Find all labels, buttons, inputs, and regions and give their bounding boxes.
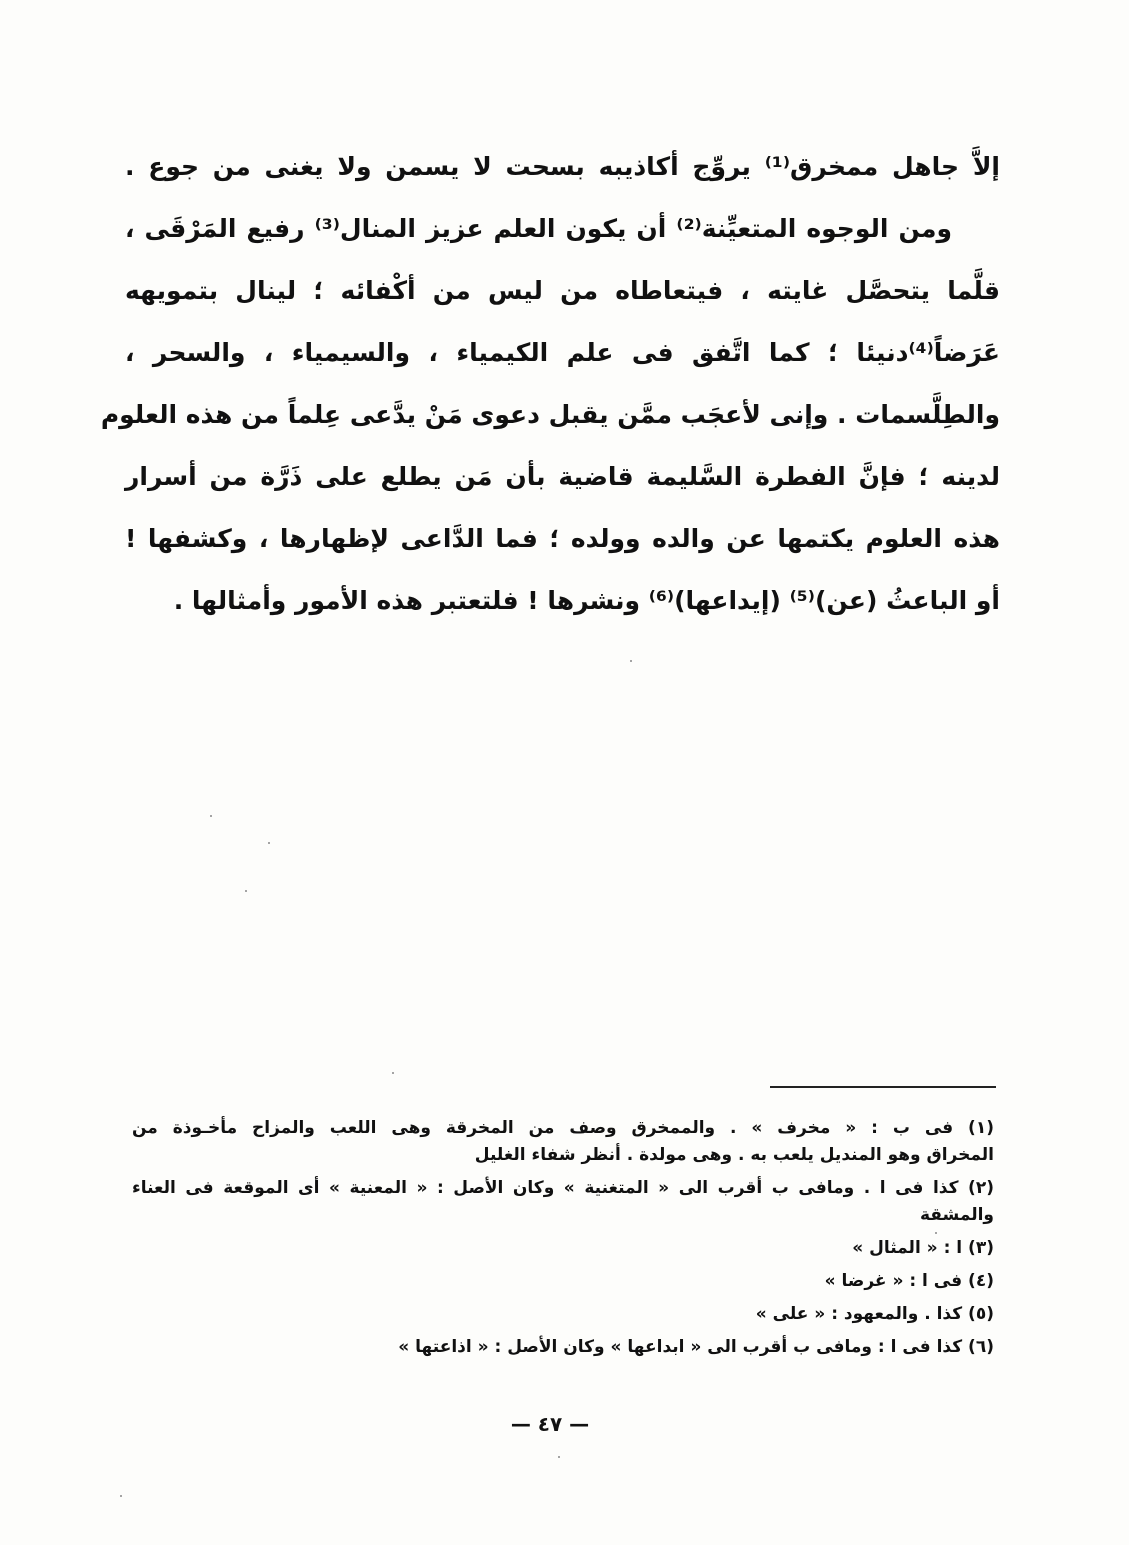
footnote-1-continuation: المخراق وهو المنديل يلعب به . وهى مولدة . أنظر شفاء الغليل (474, 1145, 994, 1165)
footnote-2: (٢) كذا فى ا . ومافى ب أقرب الى « المتغنية » وكان الأصل : « المعنية » أى الموقعة فى العناء (132, 1178, 994, 1198)
footnote-6: (٦) كذا فى ا : ومافى ب أقرب الى « ابداعها » وكان الأصل : « اذاعتها » (398, 1337, 994, 1357)
text-line: ومن الوجوه المتعيِّنة⁽²⁾ أن يكون العلم عزيز المنال⁽³⁾ رفيع المَرْقَى ، (125, 214, 952, 243)
text-line: والطِلَّسمات . وإنى لأعجَب ممَّن يقبل دعوى مَنْ يدَّعى عِلماً من هذه العلوم (100, 400, 1000, 429)
page-number: — ٤٧ — (510, 1412, 590, 1436)
scan-speck (120, 1495, 122, 1497)
footnote-3: (٣) ا : « المثال » (852, 1238, 994, 1258)
scan-speck (935, 1232, 937, 1234)
footnote-4: (٤) فى ا : « غرضا » (824, 1271, 994, 1291)
scan-speck (245, 890, 247, 892)
text-line: قلَّما يتحصَّل غايته ، فيتعاطاه من ليس من أكْفائه ؛ لينال بتمويهه (125, 276, 1000, 305)
footnote-2-continuation: والمشقة (919, 1205, 994, 1225)
scan-speck (392, 1072, 394, 1074)
text-line: إلاَّ جاهل ممخرق⁽¹⁾ يروِّج أكاذيبه بسحت لا يسمن ولا يغنى من جوع . (125, 152, 1001, 181)
footnote-1: (١) فى ب : « مخرف » . والممخرق وصف من المخرقة وهى اللعب والمزاح مأخـوذة من (132, 1118, 994, 1138)
text-line: عَرَضاً⁽⁴⁾دنيئا ؛ كما اتَّفق فى علم الكيمياء ، والسيمياء ، والسحر ، (125, 338, 1000, 367)
scan-speck (630, 660, 632, 662)
footnote-5: (٥) كذا . والمعهود : « على » (755, 1304, 994, 1324)
main-text (100, 136, 1001, 632)
scan-speck (268, 842, 270, 844)
scan-speck (558, 1456, 560, 1458)
scan-speck (210, 815, 212, 817)
text-line: هذه العلوم يكتمها عن والده وولده ؛ فما الدَّاعى لإظهارها ، وكشفها ! (125, 524, 1000, 553)
text-line: أو الباعثُ (عن)⁽⁵⁾ (إيداعها)⁽⁶⁾ ونشرها ! فلتعتبر هذه الأمور وأمثالها . (173, 586, 1000, 615)
footnote-separator (770, 1086, 996, 1088)
text-line: لدينه ؛ فإنَّ الفطرة السَّليمة قاضية بأن مَن يطلع على ذَرَّة من أسرار (125, 462, 1000, 491)
footnotes (132, 1115, 994, 1361)
